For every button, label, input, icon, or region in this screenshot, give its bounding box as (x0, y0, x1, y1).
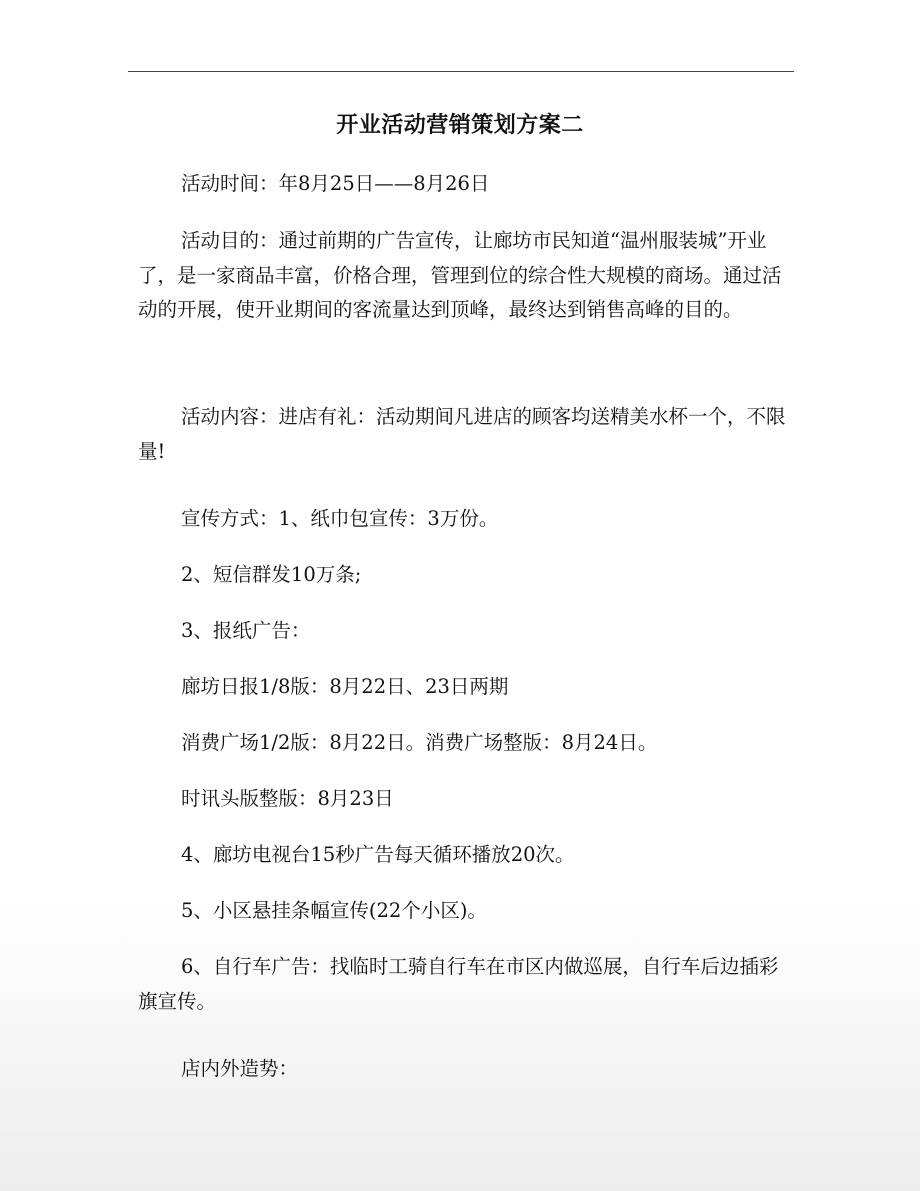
paragraph-bicycle-ad: 6、自行车广告：找临时工骑自行车在市区内做巡展，自行车后边插彩旗宣传。 (138, 955, 779, 1013)
paragraph-consumer-square: 消费广场1/2版：8月22日。消费广场整版：8月24日。 (181, 731, 658, 754)
paragraph-newspaper: 3、报纸广告： (181, 619, 311, 642)
document-title: 开业活动营销策划方案二 (336, 112, 584, 138)
paragraph-activity-content: 活动内容：进店有礼：活动期间凡进店的顾客均送精美水杯一个，不限量! (138, 405, 786, 463)
paragraph-banners: 5、小区悬挂条幅宣传(22个小区)。 (181, 899, 487, 922)
paragraph-tv-ad: 4、廊坊电视台15秒广告每天循环播放20次。 (181, 843, 575, 866)
paragraph-store-promotion: 店内外造势： (181, 1057, 299, 1080)
paragraph-langfang-daily: 廊坊日报1/8版：8月22日、23日两期 (181, 675, 509, 698)
paragraph-promotion-method: 宣传方式：1、纸巾包宣传：3万份。 (181, 507, 499, 530)
paragraph-news-front-page: 时讯头版整版：8月23日 (181, 787, 394, 810)
paragraph-activity-purpose: 活动目的：通过前期的广告宣传，让廊坊市民知道“温州服装城”开业了，是一家商品丰富，价格合理，管理到位的综合性大规模的商场。通过活动的开展，使开业期间的客流量达到顶峰，最终达到销售高峰的目的。 (138, 229, 782, 321)
header-rule (128, 71, 794, 72)
paragraph-activity-time: 活动时间：年8月25日——8月26日 (181, 172, 490, 195)
paragraph-sms: 2、短信群发10万条; (181, 563, 362, 586)
